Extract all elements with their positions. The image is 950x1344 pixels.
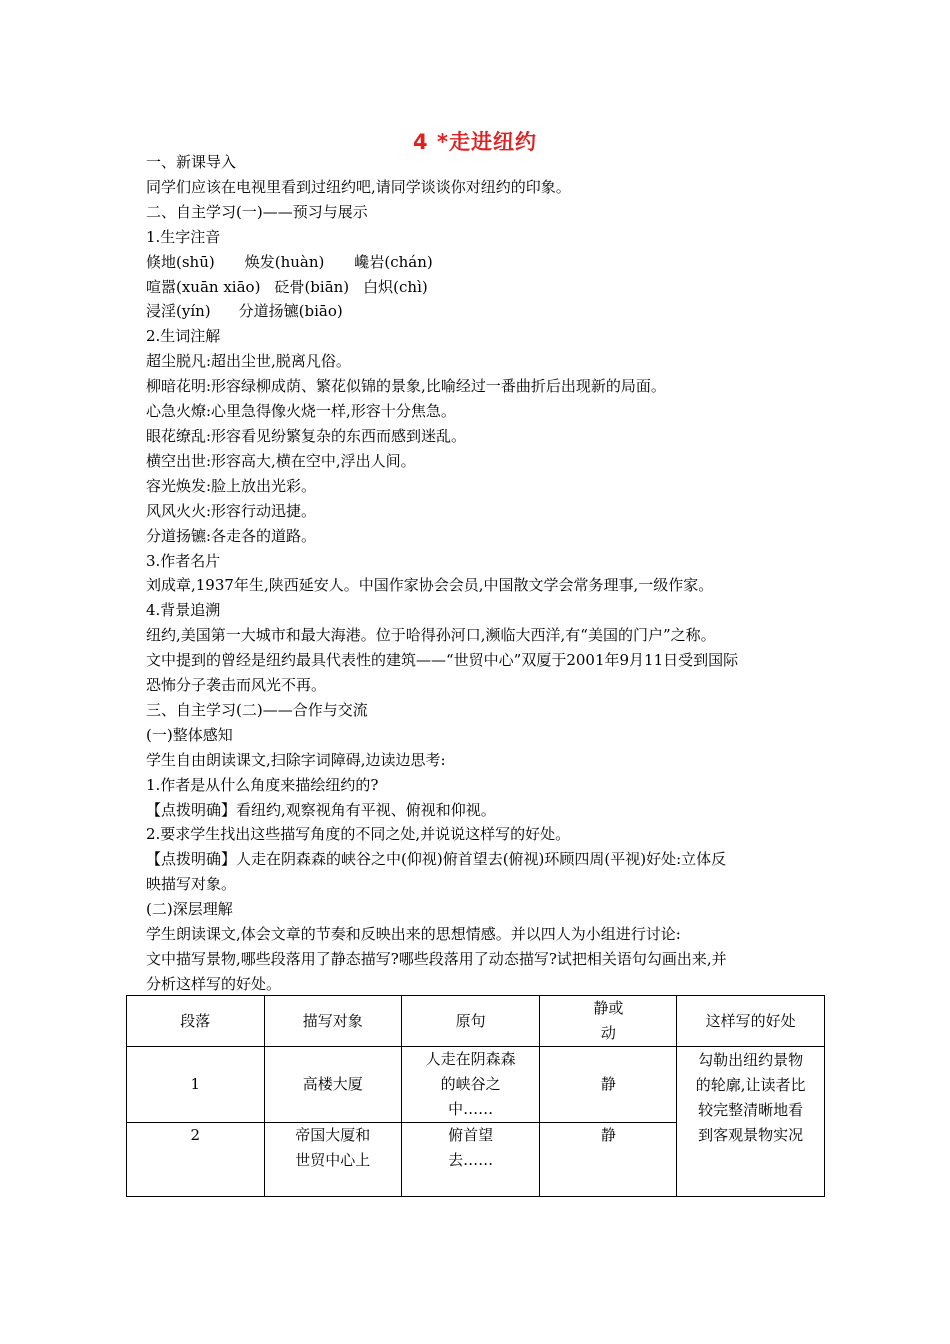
vocab-entry: 分道扬镳:各走各的道路。 [146, 526, 317, 545]
table-cell-type: 静 [540, 1047, 677, 1123]
paragraph: 文中提到的曾经是纽约最具代表性的建筑——“世贸中心”双厦于2001年9月11日受到国际 [146, 651, 739, 670]
subheading: (一)整体感知 [146, 725, 233, 744]
section-heading: 三、自主学习(二)——合作与交流 [146, 700, 368, 719]
document-body [146, 150, 816, 997]
document-title: 4 *走进纽约 [413, 130, 537, 154]
pinyin-item: 分道扬镳(biāo) [238, 302, 343, 321]
table-cell-object: 高楼大厦 [264, 1047, 401, 1123]
table-header-row [127, 996, 825, 1047]
table-header-cell: 段落 [127, 996, 265, 1047]
question: 1.作者是从什么角度来描绘纽约的? [146, 775, 379, 794]
paragraph: 恐怖分子袭击而风光不再。 [146, 676, 327, 695]
subheading: 4.背景追溯 [146, 601, 221, 620]
table-row [127, 1047, 825, 1123]
section-heading: 一、新课导入 [146, 153, 237, 171]
analysis-table [126, 995, 825, 1197]
vocab-entry: 超尘脱凡:超出尘世,脱离凡俗。 [146, 352, 351, 371]
subheading: 1.生字注音 [146, 227, 221, 246]
subheading: (二)深层理解 [146, 900, 233, 919]
vocab-entry: 容光焕发:脸上放出光彩。 [146, 476, 317, 495]
vocab-entry: 柳暗花明:形容绿柳成荫、繁花似锦的景象,比喻经过一番曲折后出现新的局面。 [146, 377, 666, 396]
pinyin-item: 浸淫(yín) [146, 302, 211, 321]
vocab-entry: 眼花缭乱:形容看见纷繁复杂的东西而感到迷乱。 [146, 426, 467, 445]
paragraph: 学生自由朗读课文,扫除字词障碍,边读边思考: [146, 750, 446, 769]
table-cell-sentence: 人走在阴森森的峡谷之中…… [401, 1047, 540, 1123]
paragraph: 纽约,美国第一大城市和最大海港。位于哈得孙河口,濒临大西洋,有“美国的门户”之称。 [146, 626, 716, 645]
table-cell-sentence: 俯首望去…… [401, 1123, 540, 1197]
vocab-entry: 心急火燎:心里急得像火烧一样,形容十分焦急。 [146, 402, 456, 421]
pinyin-item: 喧嚣(xuān xiāo) [146, 277, 261, 296]
paragraph: 学生朗读课文,体会文章的节奏和反映出来的思想情感。并以四人为小组进行讨论: [146, 925, 681, 944]
pinyin-item: 巉岩(chán) [354, 252, 433, 271]
table-cell-benefit: 勾勒出纽约景物的轮廓,让读者比较完整清晰地看到客观景物实况 [677, 1047, 825, 1197]
vocab-entry: 风风火火:形容行动迅捷。 [146, 501, 317, 520]
pinyin-row [146, 275, 816, 300]
table-header-cell: 原句 [401, 996, 540, 1047]
paragraph: 文中描写景物,哪些段落用了静态描写?哪些段落用了动态描写?试把相关语句勾画出来,并 [146, 950, 727, 968]
section-heading: 二、自主学习(一)——预习与展示 [146, 202, 368, 221]
table-header-cell: 描写对象 [264, 996, 401, 1047]
answer: 映描写对象。 [146, 875, 237, 894]
table-header-cell: 这样写的好处 [677, 996, 825, 1047]
question: 2.要求学生找出这些描写角度的不同之处,并说说这样写的好处。 [146, 825, 571, 844]
answer: 【点拨明确】看纽约,观察视角有平视、俯视和仰视。 [146, 800, 496, 819]
paragraph: 刘成章,1937年生,陕西延安人。中国作家协会会员,中国散文学会常务理事,一级作家。 [146, 576, 714, 595]
pinyin-item: 倏地(shū) [146, 252, 215, 271]
table-header-cell: 静或动 [540, 996, 677, 1047]
table-cell-type: 静 [540, 1123, 677, 1197]
pinyin-item: 白炽(chì) [363, 277, 428, 296]
pinyin-row [146, 250, 816, 275]
paragraph: 同学们应该在电视里看到过纽约吧,请同学谈谈你对纽约的印象。 [146, 177, 571, 196]
table-cell-object: 帝国大厦和世贸中心上 [264, 1123, 401, 1197]
vocab-entry: 横空出世:形容高大,横在空中,浮出人间。 [146, 451, 416, 470]
subheading: 3.作者名片 [146, 551, 221, 570]
subheading: 2.生词注解 [146, 327, 221, 346]
answer: 【点拨明确】人走在阴森森的峡谷之中(仰视)俯首望去(俯视)环顾四周(平视)好处:立体反 [146, 850, 727, 869]
pinyin-item: 焕发(huàn) [244, 252, 325, 271]
table-cell-paragraph: 1 [127, 1047, 265, 1123]
pinyin-item: 砭骨(biān) [274, 277, 350, 296]
table-cell-paragraph: 2 [127, 1123, 265, 1197]
paragraph: 分析这样写的好处。 [146, 974, 282, 993]
pinyin-row [146, 299, 816, 324]
